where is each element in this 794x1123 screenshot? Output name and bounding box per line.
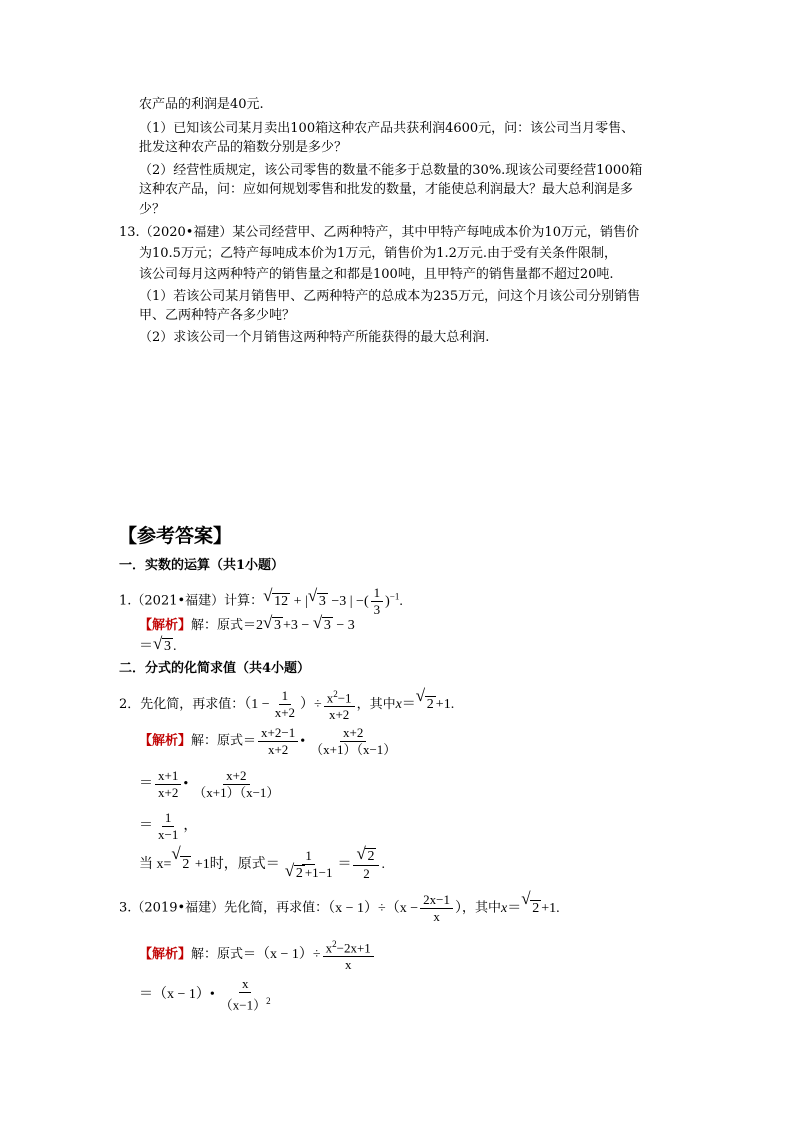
answer1-solution: [139, 613, 355, 635]
section-heading: 一．实数的运算（共1小题）: [119, 558, 285, 573]
math-expression: x＝ √ 2 +1.: [501, 888, 560, 916]
q12-part2-line: （2）经营性质规定，该公司零售的数量不能多于总数量的30%.现该公司要经营1000箱: [139, 163, 643, 178]
answer2-solution: [139, 725, 401, 758]
solution-lead: 解：原式＝: [191, 618, 257, 633]
math-expression: $\frac{x+2-1}{x+2}$ • $\frac{x+2}{(x+1)(x-1)}$: [256, 734, 401, 749]
q13-text-line: 该公司每月这两种特产的销售量之和都是100吨，且甲特产的销售量都不超过20吨.: [139, 267, 614, 282]
answer3-problem: [119, 888, 560, 925]
q13-part2-line: （2）求该公司一个月销售这两种特产所能获得的最大总利润.: [139, 330, 490, 345]
q13-text-line: 13.（2020•福建）某公司经营甲、乙两种特产，其中甲特产每吨成本价为10万元，销售价: [119, 225, 639, 240]
q12-part1-line: 批发这种农产品的箱数分别是多少？: [139, 140, 348, 155]
where-text: ，其中: [356, 696, 396, 712]
math-expression: x＝ √ 2 +1.: [395, 685, 455, 712]
q13-text-line: 为10.5万元；乙特产每吨成本价为1万元，销售价为1.2万元.由于受有关条件限制，: [139, 246, 618, 261]
analysis-tag: 【解析】: [139, 946, 192, 962]
answer2-step: ＝ $\frac{1}{x-1}$ ，: [139, 810, 198, 842]
answers-heading: 【参考答案】: [118, 525, 233, 547]
q13-part1-line: 甲、乙两种特产各多少吨？: [139, 308, 296, 323]
math-expression: 2 √ 3 +3 − √ 3 − 3: [256, 613, 355, 633]
math-expression: 当 x= √ 2 +1时，原式＝ 1 √ 2 +1−1 ＝ √ 2 2 .: [139, 844, 385, 881]
math-expression: （x − 1）÷ $\frac{x^2-2x+1}{x}$: [256, 947, 376, 962]
problem-prefix: 1.（2021•福建）计算：: [119, 593, 264, 609]
q12-part2-line: 这种农产品，问：应如何规划零售和批发的数量，才能使总利润最大？最大总利润是多: [139, 182, 634, 197]
math-expression: （1 − $\frac{1}{x+2}$ ）÷ $\frac{x^2-1}{x+2}$: [244, 697, 356, 712]
answer1-result: ＝ √ 3 .: [139, 634, 177, 654]
q13-part1-line: （1）若该公司某月销售甲、乙两种特产的总成本为235万元，问这个月该公司分别销售: [139, 289, 641, 304]
q12-part1-line: （1）已知该公司某月卖出100箱这种农产品共获利润4600元，问：该公司当月零售、: [139, 121, 635, 136]
problem-prefix: 3.（2019•福建）先化简，再求值：: [119, 900, 329, 916]
section-heading: 二．分式的化简求值（共4小题）: [119, 661, 311, 676]
where-text: ，其中: [461, 900, 501, 916]
analysis-tag: 【解析】: [139, 733, 192, 749]
q12-text-line: 农产品的利润是40元.: [139, 97, 264, 112]
answer2-step: ＝ $\frac{x+1}{x+2}$ • $\frac{x+2}{(x+1)(x-1)}$: [139, 768, 280, 800]
problem-prefix: 2．先化简，再求值：: [119, 696, 245, 712]
analysis-tag: 【解析】: [139, 618, 192, 633]
answer1-problem: [119, 584, 403, 618]
math-expression: （x − 1）÷（x − $\frac{2x-1}{x}$ ）: [328, 892, 462, 924]
answer3-solution: [139, 936, 376, 973]
answer2-problem: [119, 686, 454, 723]
answer2-result: [139, 844, 385, 882]
q12-part2-line: 少？: [139, 202, 166, 217]
solution-lead: 解：原式＝: [191, 946, 257, 962]
math-expression: √ 12 + | √ 3 −3 | −( $\frac{1}{3}$ )$^{-1}$.: [263, 584, 403, 617]
solution-lead: 解：原式＝: [191, 733, 257, 749]
answer3-step: ＝（x − 1）• $\frac{x}{(x-1)^2}$: [139, 976, 271, 1013]
